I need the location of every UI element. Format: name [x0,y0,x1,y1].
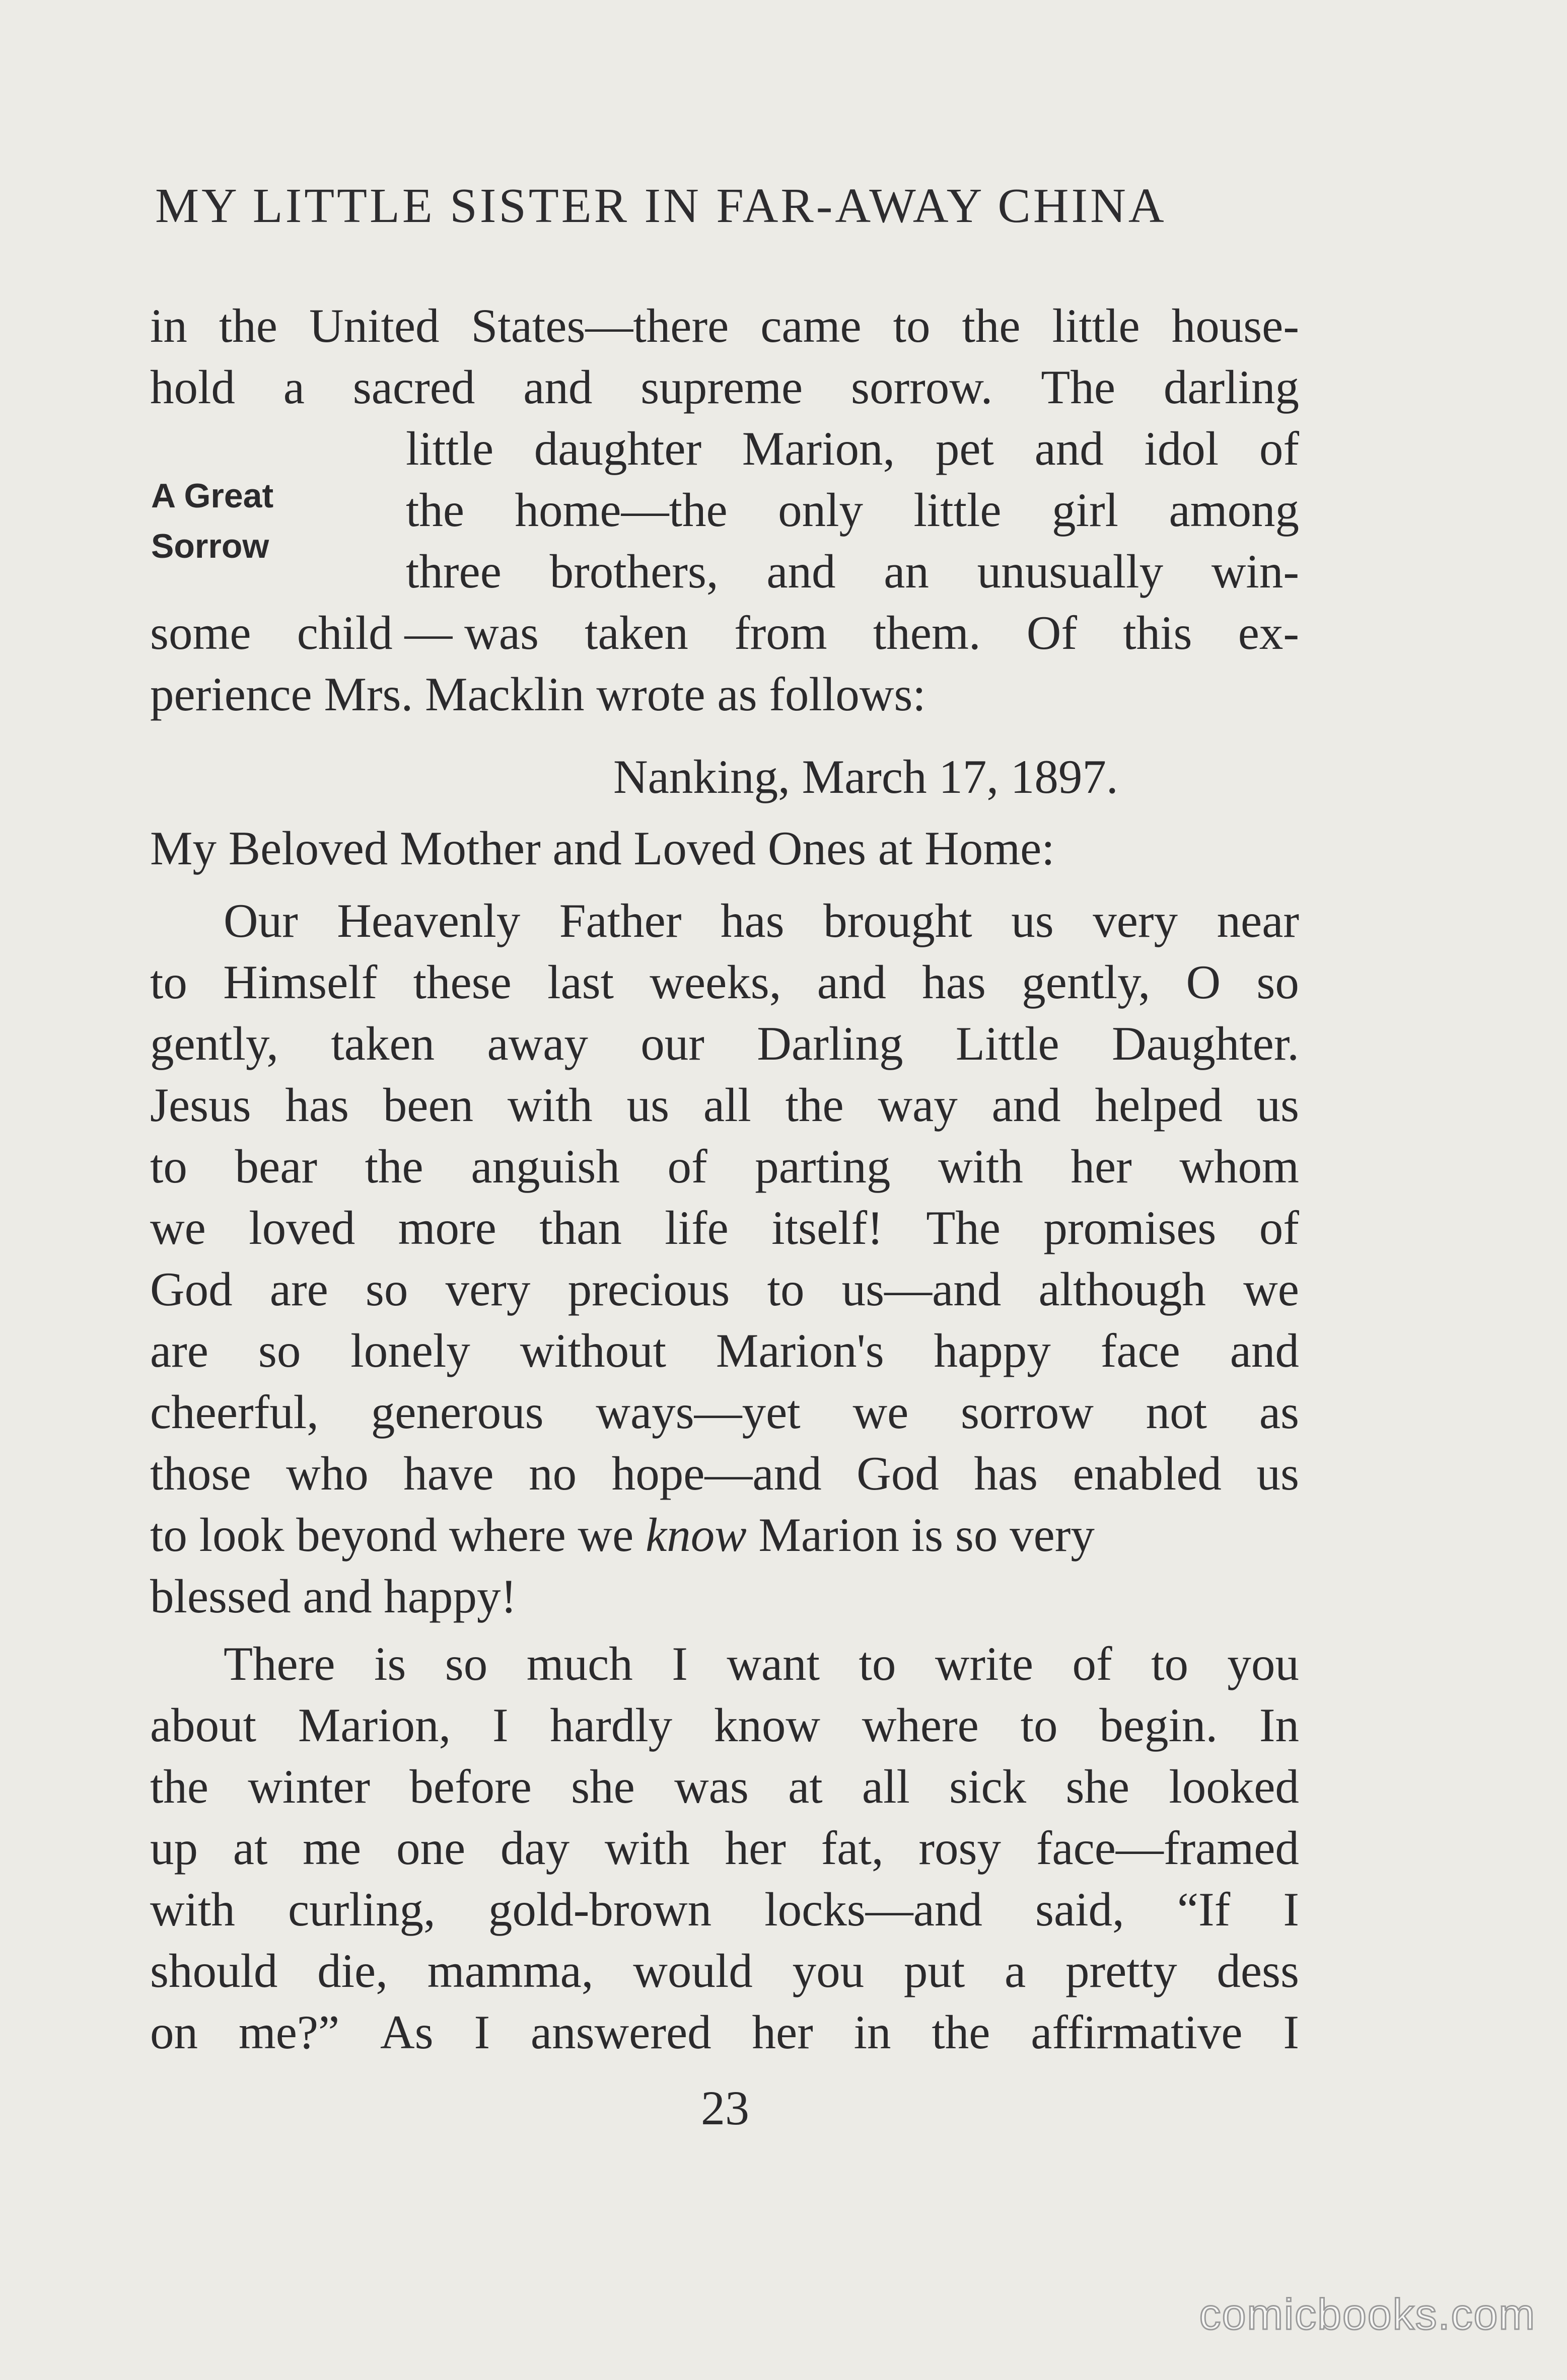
word: generous [371,1385,544,1439]
word: mamma, [427,1944,594,1997]
word: itself! [771,1201,883,1254]
word: with [938,1140,1023,1193]
text-line [150,1944,1299,1997]
word: write [935,1637,1034,1690]
text-line [406,545,1299,598]
word: to [150,955,187,1009]
word: with [507,1078,593,1132]
word: curling, [288,1883,436,1936]
word: one [396,1821,466,1875]
word: States—there [471,299,729,352]
text-line [150,1447,1299,1500]
word: brothers, [549,545,719,598]
word: of [1259,1201,1299,1254]
word: a [1005,1944,1026,1997]
text-line [150,1508,1095,1561]
word: on [150,2005,198,2059]
margin-note-line-2: Sorrow [151,527,269,565]
word: a [283,360,305,414]
word: been [383,1078,474,1132]
word: Heavenly [337,894,521,947]
text-line [150,1078,1299,1132]
word: sacred [352,360,475,414]
word: As [380,2005,434,2059]
word: has [285,1078,349,1132]
word: Marion, [742,422,895,475]
word: us [1256,1447,1299,1500]
word: this [1123,606,1192,659]
text-line [150,1201,1299,1254]
word: and [523,360,593,414]
word: would [633,1944,753,1997]
word: so [258,1324,301,1377]
margin-note [151,471,273,571]
text-line [150,606,1299,659]
word: anguish [471,1140,620,1193]
word: the [406,483,465,537]
word: The [926,1201,1001,1254]
text-line [150,1017,1299,1070]
word: who [286,1447,369,1500]
word: have [403,1447,494,1500]
word: know [714,1698,820,1752]
word: put [903,1944,965,1997]
word: away [487,1017,588,1070]
word: said, [1035,1883,1124,1936]
margin-note-line-1: A Great [151,477,274,515]
word: of [1072,1637,1112,1690]
text-line [150,1140,1299,1193]
word: although [1038,1262,1206,1316]
word: life [665,1201,729,1254]
word: child — was [297,606,539,659]
word: her [752,2005,813,2059]
word: so [445,1637,488,1690]
word: brought [823,894,972,947]
word: darling [1163,360,1299,414]
word: There [224,1637,335,1690]
word: pretty [1065,1944,1177,1997]
word: me [303,1821,362,1875]
text-line [150,2005,1299,2059]
word: to [150,1140,187,1193]
page-number: 23 [701,2081,749,2135]
word: very [1093,894,1178,947]
text-span: Marion is so very [746,1508,1095,1561]
word: Of [1026,606,1078,659]
word: The [1041,360,1115,414]
word: precious [567,1262,730,1316]
word: to [767,1262,805,1316]
word: near [1217,894,1299,947]
word: Little [955,1017,1059,1070]
word: she [571,1760,635,1813]
word: loved [249,1201,355,1254]
text-line: blessed and happy! [150,1570,517,1623]
word: girl [1052,483,1118,537]
word: more [398,1201,496,1254]
word: to [1151,1637,1188,1690]
word: I [492,1698,509,1752]
word: looked [1169,1760,1299,1813]
word: sick [949,1760,1027,1813]
word: gently, [150,1017,279,1070]
word: day [500,1821,570,1875]
word: ex- [1238,606,1299,659]
word: In [1259,1698,1299,1752]
word: hold [150,360,235,414]
word: lonely [350,1324,470,1377]
word: at [788,1760,823,1813]
word: Jesus [150,1078,251,1132]
word: where [862,1698,979,1752]
word: helped [1095,1078,1223,1132]
word: gently, [1022,955,1151,1009]
word: little [406,422,494,475]
word: promises [1043,1201,1217,1254]
word: Our [224,894,298,947]
word: United [309,299,440,352]
word: those [150,1447,251,1500]
word: should [150,1944,278,1997]
word: in [150,299,187,352]
word: and [991,1078,1061,1132]
text-line [406,483,1299,537]
word: has [922,955,986,1009]
word: and [1230,1324,1299,1377]
word: the [932,2005,990,2059]
word: us [1011,894,1054,947]
word: win- [1211,545,1299,598]
word: the [219,299,277,352]
text-line [150,1262,1299,1316]
word: all [862,1760,910,1813]
word: came [760,299,862,352]
word: last [547,955,614,1009]
word: Himself [223,955,378,1009]
word: Darling [757,1017,903,1070]
text-line [150,1760,1299,1813]
word: the [365,1140,423,1193]
word: and [766,545,836,598]
word: sorrow [961,1385,1094,1439]
word: answered [530,2005,711,2059]
word: Marion's [716,1324,884,1377]
word: me?” [238,2005,340,2059]
text-line [150,1821,1299,1875]
word: O [1186,955,1221,1009]
word: affirmative [1031,2005,1243,2059]
text-line [150,360,1299,414]
word: house- [1171,299,1299,352]
word: three [406,545,502,598]
word: whom [1179,1140,1299,1193]
word: of [1259,422,1299,475]
word: we [852,1385,909,1439]
word: you [1227,1637,1299,1690]
word: home—the [515,483,728,537]
word: us [626,1078,670,1132]
word: little [1052,299,1140,352]
text-line [224,1637,1299,1690]
word: to [1020,1698,1058,1752]
word: only [778,483,863,537]
word: I [672,1637,688,1690]
word: an [884,545,929,598]
word: some [150,606,251,659]
word: and [817,955,886,1009]
word: has [721,894,785,947]
italic-word: know [646,1508,747,1561]
word: begin. [1099,1698,1218,1752]
word: very [445,1262,531,1316]
word: in [853,2005,891,2059]
word: has [974,1447,1038,1500]
running-head: MY LITTLE SISTER IN FAR-AWAY CHINA [155,179,1167,233]
text-line [406,422,1299,475]
word: us—and [841,1262,1002,1316]
word: much [526,1637,633,1690]
word: winter [248,1760,371,1813]
word: not [1146,1385,1207,1439]
word: rosy [918,1821,1001,1875]
word: these [413,955,512,1009]
text-line [150,1324,1299,1377]
word: you [792,1944,865,1997]
word: the [150,1760,209,1813]
word: gold-brown [488,1883,712,1936]
word: her [725,1821,786,1875]
word: ways—yet [596,1385,801,1439]
word: want [727,1637,820,1690]
word: about [150,1698,257,1752]
text-span: to look beyond where we [150,1508,646,1561]
word: face [1100,1324,1180,1377]
text-line [150,955,1299,1009]
text-line [150,299,1299,352]
word: way [878,1078,958,1132]
word: we [150,1201,206,1254]
text-line [150,1698,1299,1752]
word: supreme [640,360,803,414]
word: them. [873,606,981,659]
word: parting [755,1140,891,1193]
word: “If [1177,1883,1231,1936]
salutation: My Beloved Mother and Loved Ones at Home: [150,822,1055,875]
word: cheerful, [150,1385,319,1439]
word: all [703,1078,751,1132]
word: before [409,1760,532,1813]
word: up [150,1821,198,1875]
word: locks—and [764,1883,982,1936]
word: hope—and [611,1447,822,1500]
word: at [233,1821,268,1875]
word: as [1259,1385,1299,1439]
word: our [640,1017,704,1070]
word: Daughter. [1112,1017,1299,1070]
word: God [857,1447,939,1500]
word: of [667,1140,707,1193]
word: hardly [550,1698,673,1752]
word: taken [585,606,688,659]
word: than [539,1201,622,1254]
word: she [1065,1760,1130,1813]
word: God [150,1262,233,1316]
word: bear [235,1140,317,1193]
word: I [1283,2005,1299,2059]
word: we [1243,1262,1299,1316]
text-line [150,1883,1299,1936]
word: the [785,1078,844,1132]
word: so [365,1262,408,1316]
word: I [474,2005,490,2059]
word: us [1256,1078,1299,1132]
word: with [150,1883,235,1936]
text-line: perience Mrs. Macklin wrote as follows: [150,667,926,721]
text-line [224,894,1299,947]
site-watermark: comicbooks.com [1199,2290,1536,2339]
word: happy [934,1324,1051,1377]
word: and [1034,422,1104,475]
word: face—framed [1036,1821,1299,1875]
word: idol [1144,422,1219,475]
word: without [520,1324,666,1377]
word: the [962,299,1021,352]
letter-date: Nanking, March 17, 1897. [613,750,1118,803]
word: daughter [534,422,702,475]
word: to [893,299,931,352]
word: to [859,1637,896,1690]
word: was [674,1760,749,1813]
word: with [604,1821,690,1875]
word: sorrow. [851,360,993,414]
word: no [529,1447,577,1500]
word: are [150,1324,208,1377]
word: among [1169,483,1299,537]
word: dess [1217,1944,1299,1997]
word: I [1283,1883,1299,1936]
word: so [1256,955,1299,1009]
word: die, [317,1944,388,1997]
word: pet [935,422,994,475]
word: taken [331,1017,435,1070]
text-line [150,1385,1299,1439]
word: fat, [821,1821,884,1875]
word: Father [559,894,682,947]
word: little [913,483,1002,537]
word: unusually [977,545,1164,598]
word: is [374,1637,406,1690]
word: from [734,606,827,659]
word: Marion, [298,1698,451,1752]
word: her [1071,1140,1132,1193]
word: weeks, [650,955,781,1009]
word: are [269,1262,328,1316]
word: enabled [1073,1447,1222,1500]
